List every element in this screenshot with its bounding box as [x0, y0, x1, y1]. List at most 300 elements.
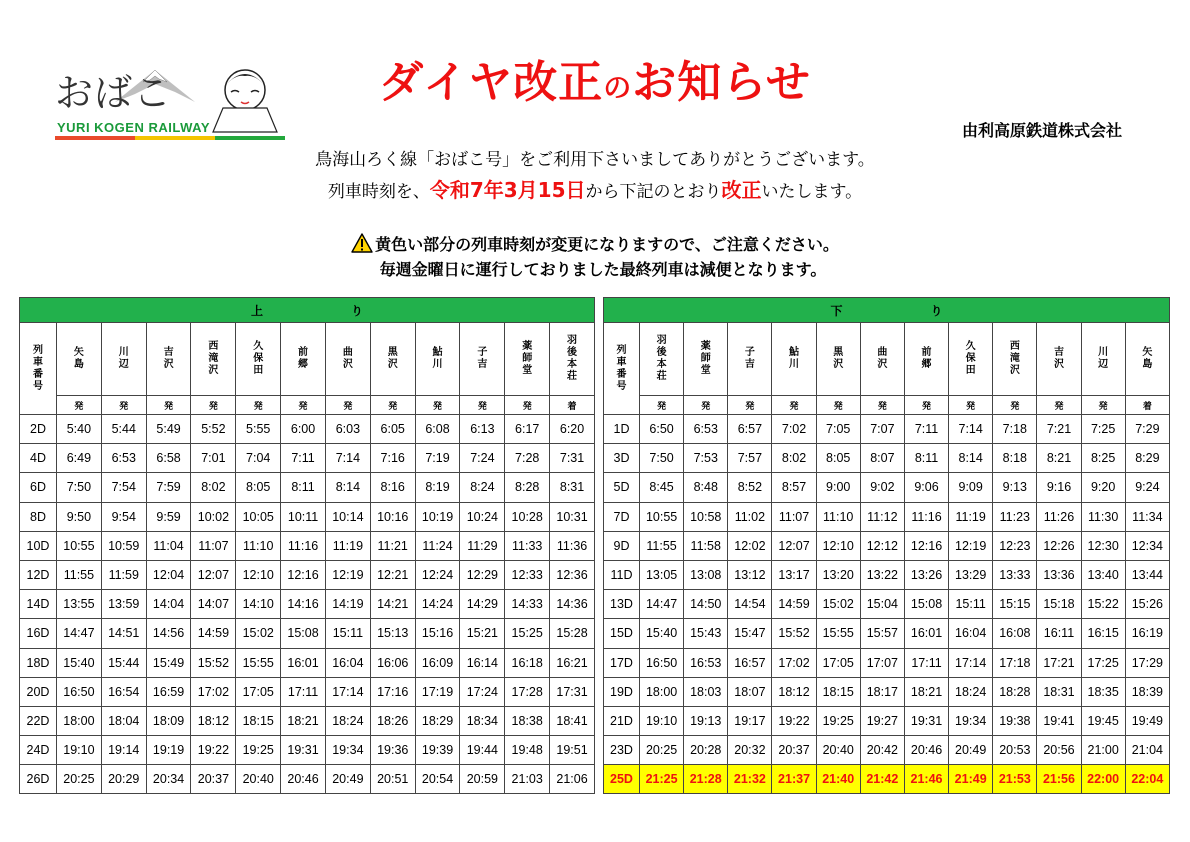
time-cell: 13:40: [1081, 560, 1125, 589]
time-cell: 14:24: [415, 590, 460, 619]
time-cell: 9:50: [57, 502, 102, 531]
time-cell: 7:31: [550, 444, 595, 473]
train-number: 26D: [20, 765, 57, 794]
departure-arrival-label: 発: [816, 396, 860, 415]
time-cell: 17:21: [1037, 648, 1081, 677]
time-cell: 12:24: [415, 560, 460, 589]
table-row: [604, 736, 1170, 765]
station-header: 子吉: [460, 323, 505, 396]
page-title: ダイヤ改正のお知らせ: [379, 57, 811, 108]
time-cell: 21:40: [816, 765, 860, 794]
time-cell: 7:24: [460, 444, 505, 473]
station-header: 吉沢: [146, 323, 191, 396]
time-cell: 20:49: [949, 736, 993, 765]
time-cell: 17:14: [325, 677, 370, 706]
time-cell: 17:19: [415, 677, 460, 706]
station-header: 薬師堂: [505, 323, 550, 396]
time-cell: 20:34: [146, 765, 191, 794]
time-cell: 13:29: [949, 560, 993, 589]
time-cell: 14:19: [325, 590, 370, 619]
departure-arrival-label: 発: [993, 396, 1037, 415]
time-cell: 15:28: [550, 619, 595, 648]
time-cell: 12:07: [191, 560, 236, 589]
logo-stripe-red: [55, 136, 135, 140]
time-cell: 18:21: [904, 677, 948, 706]
time-cell: 10:31: [550, 502, 595, 531]
time-cell: 7:50: [57, 473, 102, 502]
time-cell: 15:44: [101, 648, 146, 677]
time-cell: 15:15: [993, 590, 1037, 619]
time-cell: 8:24: [460, 473, 505, 502]
time-cell: 13:36: [1037, 560, 1081, 589]
table-row: [20, 444, 595, 473]
warning-icon: [351, 233, 373, 253]
time-cell: 16:01: [904, 619, 948, 648]
time-cell: 18:07: [728, 677, 772, 706]
time-cell: 8:48: [684, 473, 728, 502]
time-cell: 6:20: [550, 415, 595, 444]
train-number: 23D: [604, 736, 640, 765]
message-line-2: 列車時刻を、令和7年3月15日から下記のとおり改正いたします。: [327, 178, 863, 202]
time-cell: 15:13: [370, 619, 415, 648]
time-cell: 18:12: [772, 677, 816, 706]
time-cell: 7:11: [281, 444, 326, 473]
table-row: [604, 677, 1170, 706]
time-cell: 15:43: [684, 619, 728, 648]
table-row: [604, 531, 1170, 560]
time-cell: 10:02: [191, 502, 236, 531]
timetable-down: [603, 297, 1170, 794]
logo-subtitle: YURI KOGEN RAILWAY: [57, 120, 210, 135]
time-cell: 15:55: [236, 648, 281, 677]
time-cell: 11:33: [505, 531, 550, 560]
station-header: 子吉: [728, 323, 772, 396]
table-row: [20, 415, 595, 444]
time-cell: 16:04: [949, 619, 993, 648]
time-cell: 7:28: [505, 444, 550, 473]
time-cell: 10:28: [505, 502, 550, 531]
time-cell: 15:04: [860, 590, 904, 619]
time-cell: 20:59: [460, 765, 505, 794]
time-cell: 21:32: [728, 765, 772, 794]
time-cell: 14:56: [146, 619, 191, 648]
time-cell: 20:37: [191, 765, 236, 794]
time-cell: 10:58: [684, 502, 728, 531]
time-cell: 21:04: [1125, 736, 1169, 765]
table-row: [604, 502, 1170, 531]
time-cell: 18:31: [1037, 677, 1081, 706]
train-number: 5D: [604, 473, 640, 502]
train-number-header: 列車番号: [604, 323, 640, 415]
time-cell: 15:52: [772, 619, 816, 648]
time-cell: 14:33: [505, 590, 550, 619]
table-row: [20, 765, 595, 794]
train-number-header: 列車番号: [20, 323, 57, 415]
departure-arrival-label: 着: [1125, 396, 1169, 415]
time-cell: 7:57: [728, 444, 772, 473]
time-cell: 12:34: [1125, 531, 1169, 560]
time-cell: 20:37: [772, 736, 816, 765]
time-cell: 18:04: [101, 706, 146, 735]
time-cell: 19:14: [101, 736, 146, 765]
time-cell: 9:02: [860, 473, 904, 502]
station-header: 鮎川: [772, 323, 816, 396]
train-number: 8D: [20, 502, 57, 531]
time-cell: 19:19: [146, 736, 191, 765]
time-cell: 8:07: [860, 444, 904, 473]
time-cell: 17:11: [281, 677, 326, 706]
station-header: 吉沢: [1037, 323, 1081, 396]
time-cell: 16:18: [505, 648, 550, 677]
train-number: 12D: [20, 560, 57, 589]
departure-arrival-label: 発: [370, 396, 415, 415]
time-cell: 11:04: [146, 531, 191, 560]
table-row: [604, 590, 1170, 619]
time-cell: 19:25: [816, 706, 860, 735]
time-cell: 7:18: [993, 415, 1037, 444]
station-header: 薬師堂: [684, 323, 728, 396]
logo-text: おばこ: [55, 71, 173, 115]
time-cell: 19:41: [1037, 706, 1081, 735]
time-cell: 17:24: [460, 677, 505, 706]
time-cell: 8:11: [281, 473, 326, 502]
time-cell: 8:45: [640, 473, 684, 502]
time-cell: 15:08: [281, 619, 326, 648]
logo-stripe-yellow: [135, 136, 215, 140]
time-cell: 16:54: [101, 677, 146, 706]
time-cell: 15:02: [236, 619, 281, 648]
time-cell: 14:16: [281, 590, 326, 619]
time-cell: 21:56: [1037, 765, 1081, 794]
time-cell: 19:36: [370, 736, 415, 765]
time-cell: 11:19: [325, 531, 370, 560]
time-cell: 15:11: [949, 590, 993, 619]
time-cell: 12:19: [325, 560, 370, 589]
train-number: 16D: [20, 619, 57, 648]
time-cell: 11:24: [415, 531, 460, 560]
time-cell: 16:09: [415, 648, 460, 677]
time-cell: 16:21: [550, 648, 595, 677]
time-cell: 8:05: [816, 444, 860, 473]
time-cell: 19:45: [1081, 706, 1125, 735]
train-number: 7D: [604, 502, 640, 531]
company-name: 由利高原鉄道株式会社: [961, 121, 1122, 140]
table-row: [604, 765, 1170, 794]
time-cell: 13:17: [772, 560, 816, 589]
departure-arrival-label: 発: [191, 396, 236, 415]
departure-arrival-label: 発: [101, 396, 146, 415]
time-cell: 8:19: [415, 473, 460, 502]
time-cell: 20:42: [860, 736, 904, 765]
time-cell: 19:13: [684, 706, 728, 735]
departure-arrival-label: 発: [325, 396, 370, 415]
train-number: 19D: [604, 677, 640, 706]
time-cell: 14:36: [550, 590, 595, 619]
time-cell: 14:51: [101, 619, 146, 648]
time-cell: 8:14: [325, 473, 370, 502]
time-cell: 19:25: [236, 736, 281, 765]
time-cell: 16:08: [993, 619, 1037, 648]
train-number: 1D: [604, 415, 640, 444]
time-cell: 22:04: [1125, 765, 1169, 794]
direction-header: 下 り: [604, 298, 1170, 323]
time-cell: 11:10: [236, 531, 281, 560]
time-cell: 14:04: [146, 590, 191, 619]
time-cell: 12:21: [370, 560, 415, 589]
time-cell: 7:25: [1081, 415, 1125, 444]
table-row: [604, 648, 1170, 677]
time-cell: 6:53: [101, 444, 146, 473]
time-cell: 11:16: [281, 531, 326, 560]
time-cell: 7:50: [640, 444, 684, 473]
time-cell: 15:16: [415, 619, 460, 648]
time-cell: 6:08: [415, 415, 460, 444]
time-cell: 19:34: [949, 706, 993, 735]
station-header: 曲沢: [860, 323, 904, 396]
time-cell: 10:55: [57, 531, 102, 560]
time-cell: 7:14: [949, 415, 993, 444]
time-cell: 14:50: [684, 590, 728, 619]
station-header: 久保田: [949, 323, 993, 396]
time-cell: 13:59: [101, 590, 146, 619]
time-cell: 11:36: [550, 531, 595, 560]
time-cell: 7:11: [904, 415, 948, 444]
table-row: [20, 560, 595, 589]
train-number: 10D: [20, 531, 57, 560]
time-cell: 19:51: [550, 736, 595, 765]
time-cell: 12:19: [949, 531, 993, 560]
time-cell: 6:49: [57, 444, 102, 473]
time-cell: 20:56: [1037, 736, 1081, 765]
station-header: 矢島: [1125, 323, 1169, 396]
logo-stripe-green: [215, 136, 285, 140]
time-cell: 14:29: [460, 590, 505, 619]
time-cell: 13:55: [57, 590, 102, 619]
time-cell: 16:57: [728, 648, 772, 677]
time-cell: 12:16: [281, 560, 326, 589]
table-row: [604, 444, 1170, 473]
time-cell: 11:16: [904, 502, 948, 531]
time-cell: 15:55: [816, 619, 860, 648]
train-number: 15D: [604, 619, 640, 648]
table-row: [20, 473, 595, 502]
departure-arrival-label: 発: [860, 396, 904, 415]
departure-arrival-label: 発: [1037, 396, 1081, 415]
time-cell: 8:57: [772, 473, 816, 502]
time-cell: 17:02: [772, 648, 816, 677]
time-cell: 21:49: [949, 765, 993, 794]
time-cell: 7:21: [1037, 415, 1081, 444]
table-row: [20, 531, 595, 560]
time-cell: 17:05: [236, 677, 281, 706]
table-row: [20, 706, 595, 735]
table-row: [604, 706, 1170, 735]
time-cell: 13:12: [728, 560, 772, 589]
direction-header: 上 り: [20, 298, 595, 323]
time-cell: 9:59: [146, 502, 191, 531]
table-row: [604, 619, 1170, 648]
time-cell: 10:16: [370, 502, 415, 531]
time-cell: 18:00: [57, 706, 102, 735]
time-cell: 13:20: [816, 560, 860, 589]
time-cell: 7:19: [415, 444, 460, 473]
train-number: 4D: [20, 444, 57, 473]
time-cell: 19:44: [460, 736, 505, 765]
time-cell: 17:11: [904, 648, 948, 677]
time-cell: 6:05: [370, 415, 415, 444]
time-cell: 6:03: [325, 415, 370, 444]
time-cell: 18:34: [460, 706, 505, 735]
time-cell: 14:07: [191, 590, 236, 619]
time-cell: 7:59: [146, 473, 191, 502]
time-cell: 10:14: [325, 502, 370, 531]
notice-line-1: 黄色い部分の列車時刻が変更になりますので、ご注意ください。: [0, 233, 1190, 257]
time-cell: 8:14: [949, 444, 993, 473]
time-cell: 18:26: [370, 706, 415, 735]
time-cell: 19:39: [415, 736, 460, 765]
departure-arrival-label: 発: [281, 396, 326, 415]
departure-arrival-label: 発: [415, 396, 460, 415]
time-cell: 19:31: [281, 736, 326, 765]
time-cell: 11:26: [1037, 502, 1081, 531]
time-cell: 8:02: [772, 444, 816, 473]
table-row: [20, 619, 595, 648]
time-cell: 16:14: [460, 648, 505, 677]
table-row: [20, 590, 595, 619]
time-cell: 18:29: [415, 706, 460, 735]
time-cell: 11:12: [860, 502, 904, 531]
table-row: [604, 415, 1170, 444]
train-number: 24D: [20, 736, 57, 765]
time-cell: 20:25: [57, 765, 102, 794]
time-cell: 10:19: [415, 502, 460, 531]
departure-arrival-label: 着: [550, 396, 595, 415]
time-cell: 19:48: [505, 736, 550, 765]
message-line-1: 鳥海山ろく線「おばこ号」をご利用下さいましてありがとうございます。: [315, 150, 875, 170]
time-cell: 17:14: [949, 648, 993, 677]
time-cell: 8:05: [236, 473, 281, 502]
time-cell: 20:46: [904, 736, 948, 765]
train-number: 17D: [604, 648, 640, 677]
time-cell: 9:06: [904, 473, 948, 502]
time-cell: 21:28: [684, 765, 728, 794]
time-cell: 19:31: [904, 706, 948, 735]
time-cell: 8:31: [550, 473, 595, 502]
time-cell: 20:32: [728, 736, 772, 765]
time-cell: 21:00: [1081, 736, 1125, 765]
time-cell: 16:06: [370, 648, 415, 677]
time-cell: 8:29: [1125, 444, 1169, 473]
train-number: 18D: [20, 648, 57, 677]
time-cell: 12:33: [505, 560, 550, 589]
station-header: 前郷: [904, 323, 948, 396]
train-number: 22D: [20, 706, 57, 735]
time-cell: 6:57: [728, 415, 772, 444]
table-row: [20, 502, 595, 531]
time-cell: 18:28: [993, 677, 1037, 706]
table-row: [604, 560, 1170, 589]
time-cell: 21:42: [860, 765, 904, 794]
time-cell: 17:02: [191, 677, 236, 706]
time-cell: 11:21: [370, 531, 415, 560]
departure-arrival-label: 発: [460, 396, 505, 415]
time-cell: 21:53: [993, 765, 1037, 794]
time-cell: 6:17: [505, 415, 550, 444]
time-cell: 17:29: [1125, 648, 1169, 677]
time-cell: 20:46: [281, 765, 326, 794]
time-cell: 18:24: [325, 706, 370, 735]
time-cell: 13:44: [1125, 560, 1169, 589]
time-cell: 15:18: [1037, 590, 1081, 619]
departure-arrival-label: 発: [146, 396, 191, 415]
time-cell: 15:52: [191, 648, 236, 677]
time-cell: 12:26: [1037, 531, 1081, 560]
time-cell: 17:18: [993, 648, 1037, 677]
time-cell: 16:59: [146, 677, 191, 706]
time-cell: 6:53: [684, 415, 728, 444]
train-number: 9D: [604, 531, 640, 560]
time-cell: 7:07: [860, 415, 904, 444]
train-number: 21D: [604, 706, 640, 735]
time-cell: 7:02: [772, 415, 816, 444]
station-header: 西滝沢: [191, 323, 236, 396]
time-cell: 19:27: [860, 706, 904, 735]
time-cell: 12:07: [772, 531, 816, 560]
time-cell: 12:10: [816, 531, 860, 560]
time-cell: 14:21: [370, 590, 415, 619]
table-row: [604, 473, 1170, 502]
time-cell: 19:22: [191, 736, 236, 765]
time-cell: 11:55: [57, 560, 102, 589]
notice-line-2: 毎週金曜日に運行しておりました最終列車は減便となります。: [379, 260, 827, 279]
time-cell: 17:16: [370, 677, 415, 706]
time-cell: 18:03: [684, 677, 728, 706]
time-cell: 10:24: [460, 502, 505, 531]
time-cell: 7:53: [684, 444, 728, 473]
time-cell: 19:17: [728, 706, 772, 735]
time-cell: 14:47: [640, 590, 684, 619]
time-cell: 13:08: [684, 560, 728, 589]
departure-arrival-label: 発: [772, 396, 816, 415]
time-cell: 11:07: [191, 531, 236, 560]
time-cell: 8:02: [191, 473, 236, 502]
time-cell: 17:25: [1081, 648, 1125, 677]
station-header: 川辺: [101, 323, 146, 396]
time-cell: 6:50: [640, 415, 684, 444]
time-cell: 20:49: [325, 765, 370, 794]
time-cell: 9:20: [1081, 473, 1125, 502]
time-cell: 15:49: [146, 648, 191, 677]
time-cell: 17:31: [550, 677, 595, 706]
time-cell: 19:49: [1125, 706, 1169, 735]
time-cell: 21:37: [772, 765, 816, 794]
departure-arrival-label: 発: [1081, 396, 1125, 415]
station-header: 曲沢: [325, 323, 370, 396]
time-cell: 15:08: [904, 590, 948, 619]
time-cell: 19:38: [993, 706, 1037, 735]
time-cell: 14:59: [772, 590, 816, 619]
time-cell: 15:11: [325, 619, 370, 648]
train-number: 20D: [20, 677, 57, 706]
time-cell: 10:05: [236, 502, 281, 531]
departure-arrival-label: 発: [728, 396, 772, 415]
time-cell: 9:16: [1037, 473, 1081, 502]
time-cell: 7:14: [325, 444, 370, 473]
time-cell: 6:00: [281, 415, 326, 444]
time-cell: 7:05: [816, 415, 860, 444]
time-cell: 22:00: [1081, 765, 1125, 794]
time-cell: 18:39: [1125, 677, 1169, 706]
